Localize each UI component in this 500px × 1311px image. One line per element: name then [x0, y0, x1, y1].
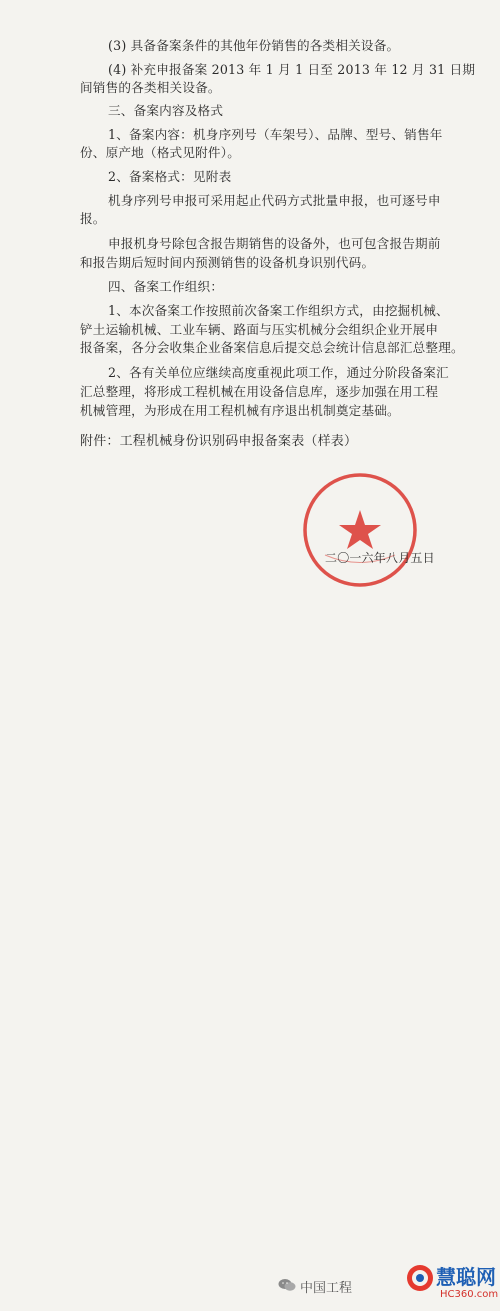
text-line: 和报告期后短时间内预测销售的设备机身识别代码。 — [80, 255, 375, 270]
text-line: 申报机身号除包含报告期销售的设备外，也可包含报告期前 — [108, 236, 441, 251]
logo-text: 慧聪网 — [436, 1265, 496, 1289]
attachment-line: 附件：工程机械身份识别码申报备案表（样表） — [80, 434, 358, 449]
text-line: 汇总整理，将形成工程机械在用设备信息库，逐步加强在用工程 — [80, 384, 439, 399]
text-line: 份、原产地（格式见附件）。 — [80, 145, 241, 160]
logo-url: HC360.com — [440, 1289, 499, 1300]
text-line: 报。 — [80, 211, 106, 226]
official-seal — [300, 470, 420, 590]
text-line: (3) 具备备案条件的其他年份销售的各类相关设备。 — [108, 38, 400, 53]
watermark-footer — [0, 637, 500, 1300]
section-heading: 三、备案内容及格式 — [108, 103, 224, 118]
text-line: 机身序列号申报可采用起止代码方式批量申报，也可逐号申 — [108, 193, 441, 208]
wechat-account-text: 中国工程 — [300, 1281, 353, 1296]
section-heading: 四、备案工作组织： — [108, 279, 224, 294]
text-line: 1、本次备案工作按照前次备案工作组织方式，由挖掘机械、 — [108, 303, 449, 318]
text-line: 1、备案内容：机身序列号（车架号）、品牌、型号、销售年 — [108, 127, 443, 142]
document-date: 二〇一六年八月五日 — [325, 551, 435, 565]
text-line: 报备案，各分会收集企业备案信息后提交总会统计信息部汇总整理。 — [80, 340, 464, 355]
text-line: (4) 补充申报备案 2013 年 1 月 1 日至 2013 年 12 月 31 日期 — [108, 62, 476, 77]
hc360-logo — [398, 1259, 498, 1311]
text-line: 间销售的各类相关设备。 — [80, 80, 221, 95]
logo-mark-icon — [404, 1263, 436, 1293]
text-line: 铲土运输机械、工业车辆、路面与压实机械分会组织企业开展申 — [80, 322, 439, 337]
text-line: 2、备案格式：见附表 — [108, 169, 232, 184]
text-line: 机械管理，为形成在用工程机械有序退出机制奠定基础。 — [80, 403, 400, 418]
wechat-icon — [278, 1278, 296, 1292]
text-line: 2、各有关单位应继续高度重视此项工作，通过分阶段备案汇 — [108, 365, 449, 380]
